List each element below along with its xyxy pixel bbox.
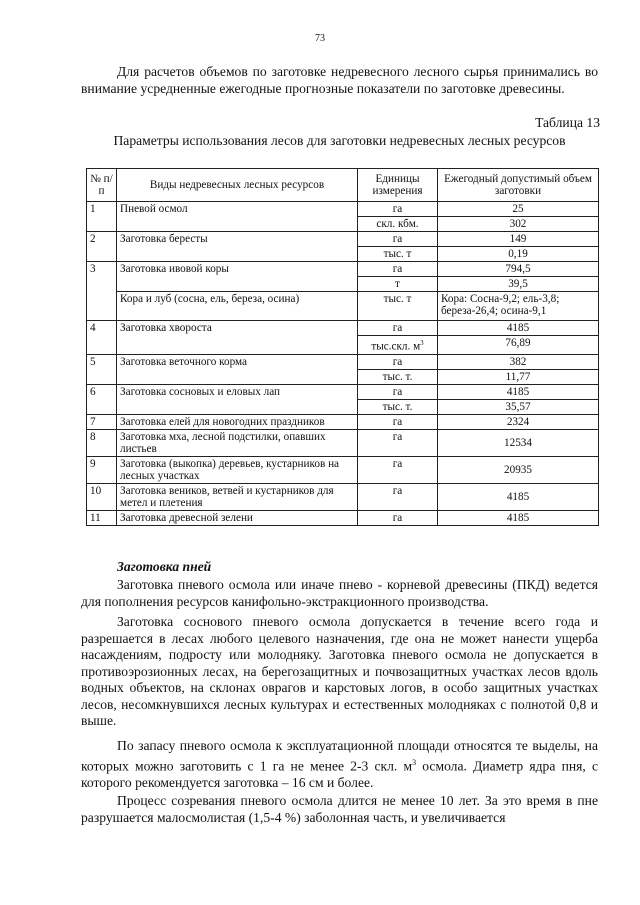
row-value: 0,19 xyxy=(438,247,599,262)
row-value: 4185 xyxy=(438,510,599,525)
row-value: 4185 xyxy=(438,321,599,336)
row-unit: га xyxy=(358,483,438,510)
row-unit: га xyxy=(358,202,438,217)
paragraph-3-text: По запасу пневого осмола к эксплуатационной площади относятся те выделы, на которых можно заготовить с 1 га не менее 2-3 скл. м xyxy=(81,738,598,774)
row-name: Заготовка ивовой коры xyxy=(117,262,358,292)
row-value: 25 xyxy=(438,202,599,217)
table-row xyxy=(87,262,599,277)
paragraph-2: Заготовка соснового пневого осмола допускается в течение всего года и разрешается в лесах любого целевого назначения, где она не может нанести ущерба насаждениям, подросту или молодняку. Заготовка пневого осмола не допускается в противоэрозионных лесах, на берегозащитных и почвозащитных участках лесов вдоль водных объектов, на склонах оврагов и карстовых логов, в особо защитных участках лесов, несомкнувшихся лесных культурах и естественных молодняках с полнотой 0,8 и выше. xyxy=(81,614,598,728)
paragraph-3-text-end: осмола. Диаметр ядра пня, с которого рекомендуется заготовка – 16 см и более. xyxy=(81,758,598,790)
table-row xyxy=(87,414,599,429)
row-unit: га xyxy=(358,262,438,277)
row-unit: тыс. т. xyxy=(358,399,438,414)
row-value: 11,77 xyxy=(438,369,599,384)
row-num: 2 xyxy=(87,232,117,262)
row-num: 6 xyxy=(87,384,117,414)
row-unit: га xyxy=(358,354,438,369)
row-unit xyxy=(358,336,438,355)
row-value: 4185 xyxy=(438,384,599,399)
row-unit: га xyxy=(358,456,438,483)
row-num: 7 xyxy=(87,414,117,429)
table-row xyxy=(87,510,599,525)
row-num: 9 xyxy=(87,456,117,483)
row-unit: га xyxy=(358,321,438,336)
table-row xyxy=(87,232,599,247)
table-row xyxy=(87,483,599,510)
table-row xyxy=(87,429,599,456)
col-header-volume: Ежегодный допустимый объем заготовки xyxy=(438,169,599,202)
row-unit: га xyxy=(358,232,438,247)
table-label: Таблица 13 xyxy=(535,115,600,130)
table-header-row xyxy=(87,169,599,202)
col-header-type: Виды недревесных лесных ресурсов xyxy=(117,169,358,202)
table-row xyxy=(87,354,599,369)
row-value: 12534 xyxy=(438,429,599,456)
row-num: 4 xyxy=(87,321,117,355)
row-name: Заготовка древесной зелени xyxy=(117,510,358,525)
row-value: 149 xyxy=(438,232,599,247)
row-unit: тыс. т xyxy=(358,247,438,262)
row-name: Пневой осмол xyxy=(117,202,358,232)
unit-text: тыс.скл. м xyxy=(371,340,421,353)
row-unit: тыс. т. xyxy=(358,369,438,384)
table-row xyxy=(87,384,599,399)
row-unit: скл. кбм. xyxy=(358,217,438,232)
row-name: Заготовка мха, лесной подстилки, опавших листьев xyxy=(117,429,358,456)
table-row xyxy=(87,321,599,336)
intro-paragraph: Для расчетов объемов по заготовке недревесного лесного сырья принимались во внимание усредненные ежегодные прогнозные показатели по заготовке древесины. xyxy=(81,64,598,96)
paragraph-3 xyxy=(81,738,598,791)
row-value: 39,5 xyxy=(438,277,599,292)
row-value: 35,57 xyxy=(438,399,599,414)
row-value: Кора: Сосна-9,2; ель-3,8; береза-26,4; осина-9,1 xyxy=(438,292,599,321)
row-value: 302 xyxy=(438,217,599,232)
paragraph-1: Заготовка пневого осмола или иначе пнево - корневой древесины (ПКД) ведется для пополнения ресурсов канифольно-экстракционного производства. xyxy=(81,577,598,609)
row-name: Заготовка (выкопка) деревьев, кустарников на лесных участках xyxy=(117,456,358,483)
unit-superscript: 3 xyxy=(420,339,424,347)
resources-table xyxy=(86,168,599,526)
row-unit: га xyxy=(358,510,438,525)
row-unit: га xyxy=(358,414,438,429)
row-num: 8 xyxy=(87,429,117,456)
page-number: 73 xyxy=(315,33,325,44)
row-value: 794,5 xyxy=(438,262,599,277)
row-value: 382 xyxy=(438,354,599,369)
table-row xyxy=(87,202,599,217)
row-num: 5 xyxy=(87,354,117,384)
section-subheading: Заготовка пней xyxy=(117,559,212,574)
row-value: 2324 xyxy=(438,414,599,429)
col-header-num: № п/п xyxy=(87,169,117,202)
row-value: 76,89 xyxy=(438,336,599,355)
row-name: Заготовка хвороста xyxy=(117,321,358,355)
paragraph-4: Процесс созревания пневого осмола длится не менее 10 лет. За это время в пне разрушается малосмолистая (1,5-4 %) заболонная часть, и увеличивается xyxy=(81,793,598,825)
table-title: Параметры использования лесов для заготовки недревесных лесных ресурсов xyxy=(113,133,566,148)
row-name: Заготовка веточного корма xyxy=(117,354,358,384)
row-num: 1 xyxy=(87,202,117,232)
row-name: Кора и луб (сосна, ель, береза, осина) xyxy=(117,292,358,321)
table-row xyxy=(87,456,599,483)
row-name: Заготовка елей для новогодних праздников xyxy=(117,414,358,429)
row-unit: га xyxy=(358,429,438,456)
row-value: 20935 xyxy=(438,456,599,483)
row-num: 10 xyxy=(87,483,117,510)
row-name: Заготовка сосновых и еловых лап xyxy=(117,384,358,414)
row-unit: га xyxy=(358,384,438,399)
row-unit: тыс. т xyxy=(358,292,438,321)
row-unit: т xyxy=(358,277,438,292)
col-header-unit: Единицы измерения xyxy=(358,169,438,202)
row-num: 3 xyxy=(87,262,117,321)
row-name: Заготовка бересты xyxy=(117,232,358,262)
row-value: 4185 xyxy=(438,483,599,510)
row-num: 11 xyxy=(87,510,117,525)
table-row xyxy=(87,292,599,321)
row-name: Заготовка веников, ветвей и кустарников для метел и плетения xyxy=(117,483,358,510)
superscript: 3 xyxy=(412,757,417,767)
